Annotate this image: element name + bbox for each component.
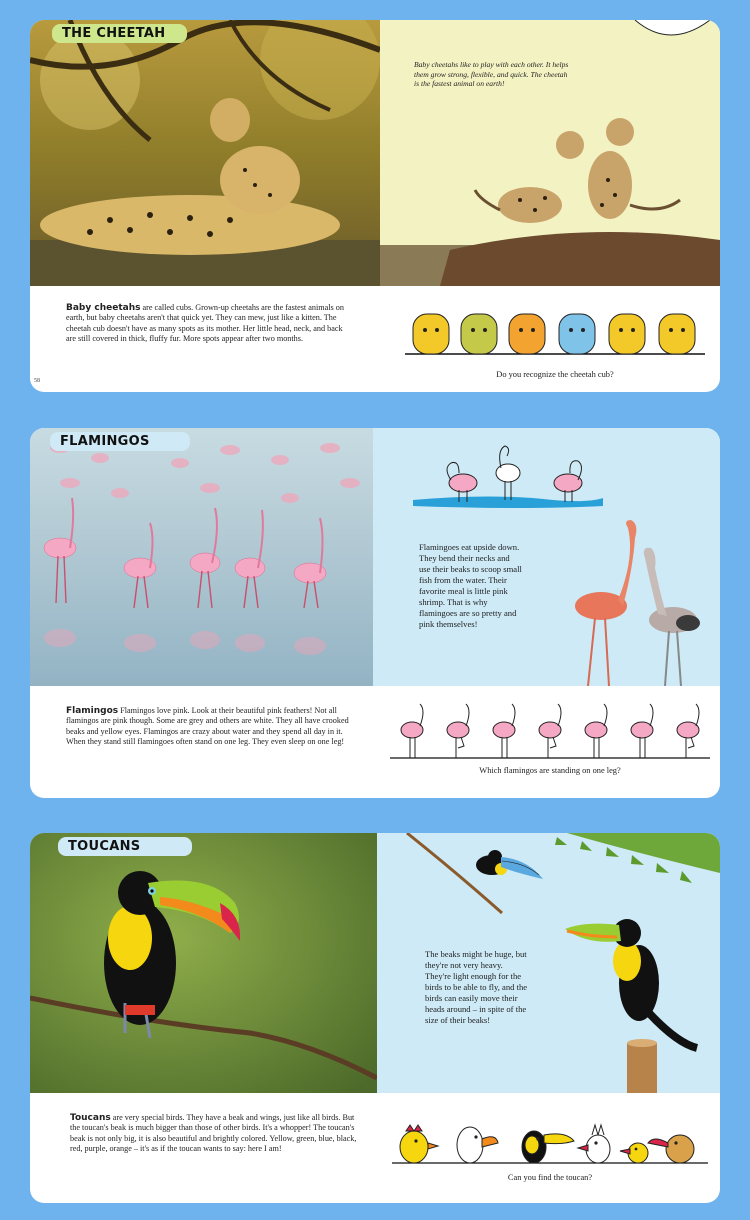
section-body	[66, 303, 350, 345]
section-lead: Baby cheetahs	[66, 303, 141, 313]
flamingo-page-card	[30, 428, 720, 798]
bird-lineup-illustration	[392, 1105, 708, 1167]
section-body-text: Flamingos love pink. Look at their beautiful pink feathers! Not all flamingos are pink though. Some are grey and others are white. They all have crooked beaks and yellow eyes. Flamingos are crazy about water and they spend all day in it. When they stand still flamingoes often stand on one leg. They even sleep on one leg!	[66, 706, 349, 747]
toucan-page-card	[30, 833, 720, 1203]
section-body-text: are called cubs. Grown-up cheetahs are the fastest animals on earth, but baby cheetahs aren't that quick yet. They can mew, just like a kitten. The cheetah cub doesn't have as many spots as its mother. Her little head, neck, and back are still covered in thick, fluffy fur. More spots appear after two months.	[66, 303, 344, 344]
section-body	[66, 706, 358, 748]
side-caption: Flamingoes eat upside down. They bend their necks and use their beaks to scoop small fish from the water. Their favorite meal is little pink shrimp. That is why flamingoes are so pretty and pink themselves!	[419, 542, 522, 629]
section-lead: Toucans	[70, 1113, 111, 1123]
side-caption: The beaks might be huge, but they're not very heavy. They're light enough for the birds to be able to fly, and the birds can easily move their heads around – in spite of the size of their beaks!	[425, 949, 528, 1025]
flamingo-side-panel	[373, 428, 720, 686]
section-body	[70, 1113, 362, 1155]
section-title: THE CHEETAH	[52, 24, 187, 43]
toucan-photo	[30, 833, 377, 1093]
flamingo-photo	[30, 428, 373, 686]
section-question: Can you find the toucan?	[507, 1173, 593, 1182]
side-caption: Baby cheetahs like to play with each other. It helps them grow strong, flexible, and quick. The cheetah is the fastest animal on earth!	[414, 60, 569, 89]
cheetah-side-panel	[380, 20, 720, 286]
flamingo-lineup-illustration	[390, 696, 710, 762]
section-title: FLAMINGOS	[50, 432, 190, 451]
section-body-text: are very special birds. They have a beak and wings, just like all birds. But the toucan's beak is much bigger than those of other birds. It's a whopper! The toucan's beak is not only big, it is also beautiful and brightly colored. Yellow, green, blue, black, red, purple, orange – it's as if the toucan wants to say: here I am!	[70, 1113, 357, 1154]
page-number: 58	[34, 378, 40, 384]
toucan-side-panel	[377, 833, 720, 1093]
section-lead: Flamingos	[66, 706, 119, 716]
section-question: Do you recognize the cheetah cub?	[496, 370, 614, 379]
cheetah-cub-lineup-illustration	[405, 304, 705, 358]
section-title: TOUCANS	[58, 837, 192, 856]
cheetah-photo	[30, 20, 380, 286]
section-question: Which flamingos are standing on one leg?	[479, 766, 621, 775]
cheetah-page-card	[30, 20, 720, 392]
